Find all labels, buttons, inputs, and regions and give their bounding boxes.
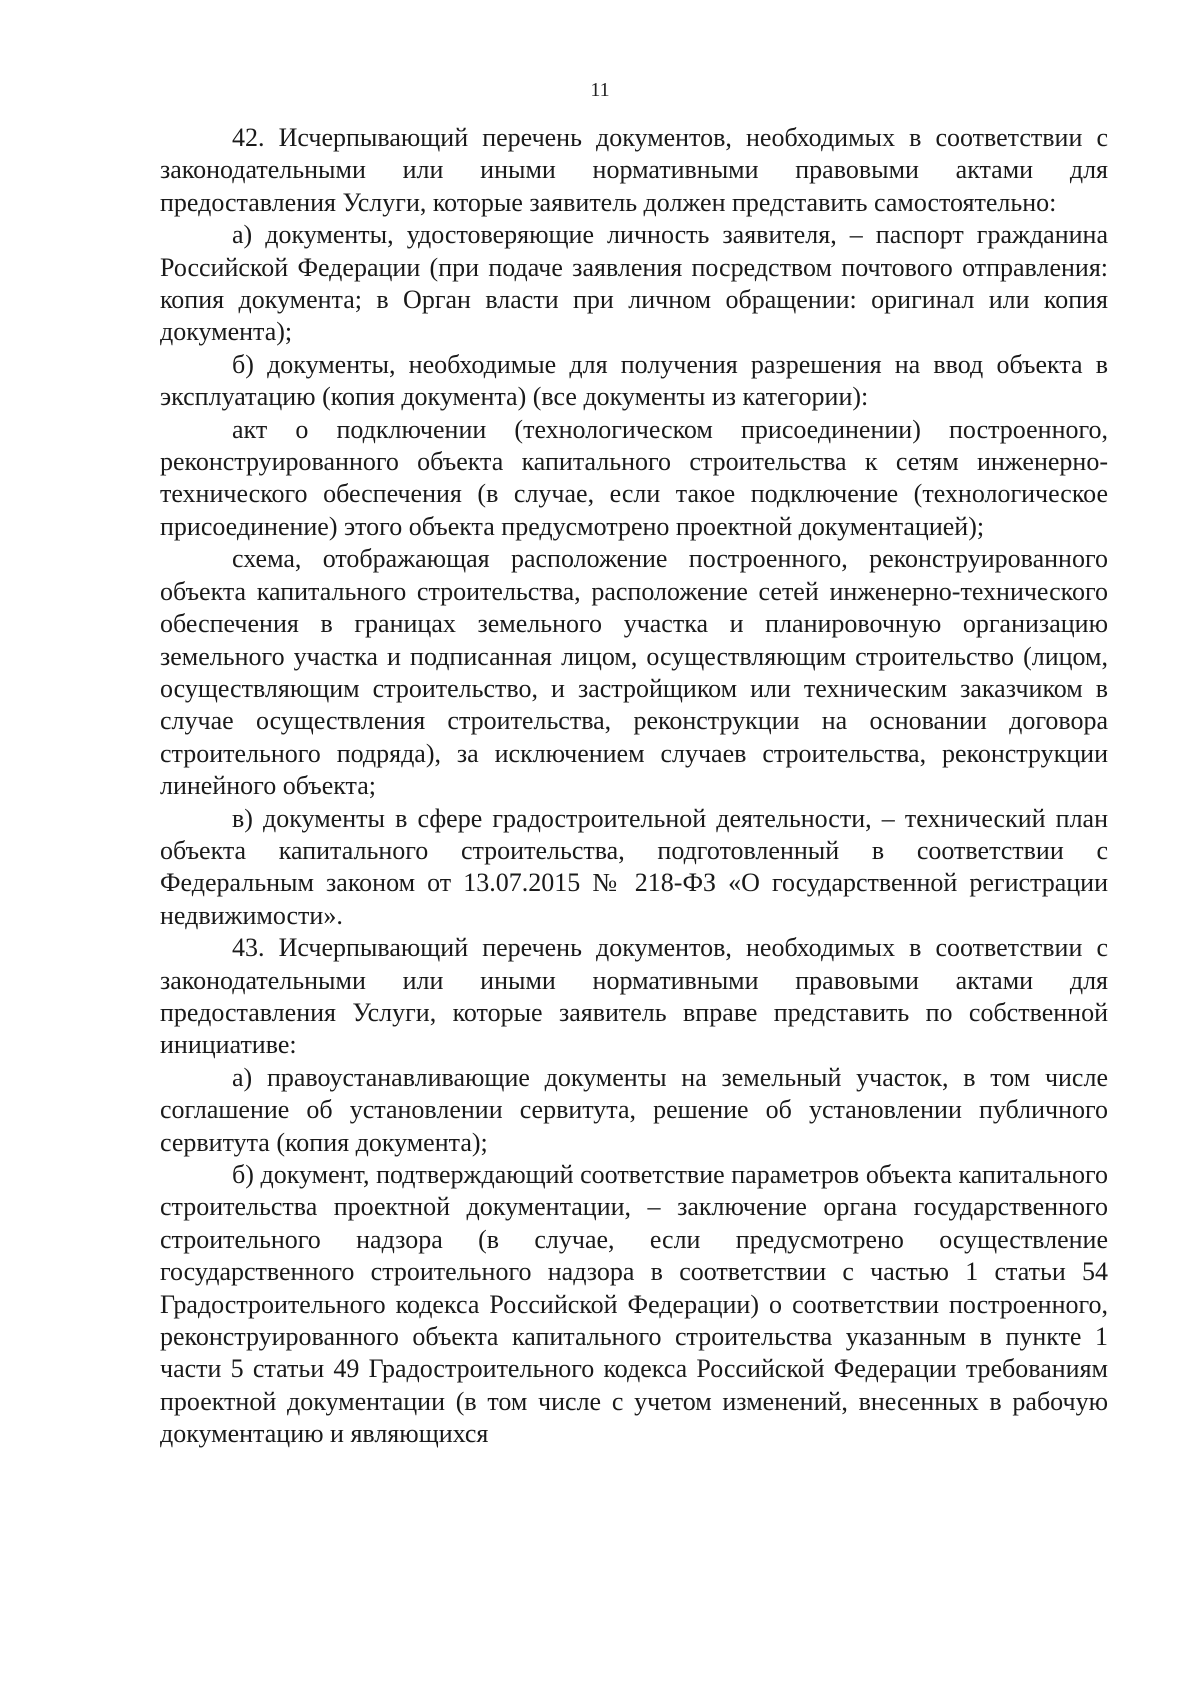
paragraph-42-item-b-act: акт о подключении (технологическом присоединении) построенного, реконструированного объекта капитального строительства к сетям инженерно-технического обеспечения (в случае, если такое подключение (технологическое присоединение) этого объекта предусмотрено проектной документацией); [160,414,1108,541]
paragraph-42-item-b-scheme: схема, отображающая расположение построенного, реконструированного объекта капитального строительства, расположение сетей инженерно-технического обеспечения в границах земельного участка и планировочную организацию земельного участка и подписанная лицом, осуществляющим строительство (лицом, осуществляющим строительство, и застройщиком или техническим заказчиком в случае осуществления строительства, реконструкции на основании договора строительного подряда), за исключением случаев строительства, реконструкции линейного объекта; [160,544,1108,801]
paragraph-43-heading: 43. Исчерпывающий перечень документов, необходимых в соответствии с законодательными или иными нормативными правовыми актами для предоставления Услуги, которые заявитель вправе представить по собственной инициативе: [160,933,1108,1060]
paragraph-42-item-b: б) документы, необходимые для получения разрешения на ввод объекта в эксплуатацию (копия документа) (все документы из категории): [160,349,1108,412]
document-body [160,122,1108,1451]
paragraph-42-item-a: а) документы, удостоверяющие личность заявителя, – паспорт гражданина Российской Федерации (при подаче заявления посредством почтового отправления: копия документа; в Орган власти при личном обращении: оригинал или копия документа); [160,220,1108,347]
page-number: 11 [590,79,610,101]
paragraph-42-item-v: в) документы в сфере градостроительной деятельности, – технический план объекта капитального строительства, подготовленный в соответствии с Федеральным законом от 13.07.2015 № 218-ФЗ «О государственной регистрации недвижимости». [160,803,1108,930]
paragraph-43-item-b: б) документ, подтверждающий соответствие параметров объекта капитального строительства проектной документации, – заключение органа государственного строительного надзора (в случае, если предусмотрено осуществление государственного строительного надзора в соответствии с частью 1 статьи 54 Градостроительного кодекса Российской Федерации) о соответствии построенного, реконструированного объекта капитального строительства указанным в пункте 1 части 5 статьи 49 Градостроительного кодекса Российской Федерации требованиям проектной документации (в том числе с учетом изменений, внесенных в рабочую документацию и являющихся [160,1160,1108,1449]
paragraph-43-item-a: а) правоустанавливающие документы на земельный участок, в том числе соглашение об установлении сервитута, решение об установлении публичного сервитута (копия документа); [160,1062,1108,1157]
paragraph-42-heading: 42. Исчерпывающий перечень документов, необходимых в соответствии с законодательными или иными нормативными правовыми актами для предоставления Услуги, которые заявитель должен представить самостоятельно: [160,123,1108,217]
